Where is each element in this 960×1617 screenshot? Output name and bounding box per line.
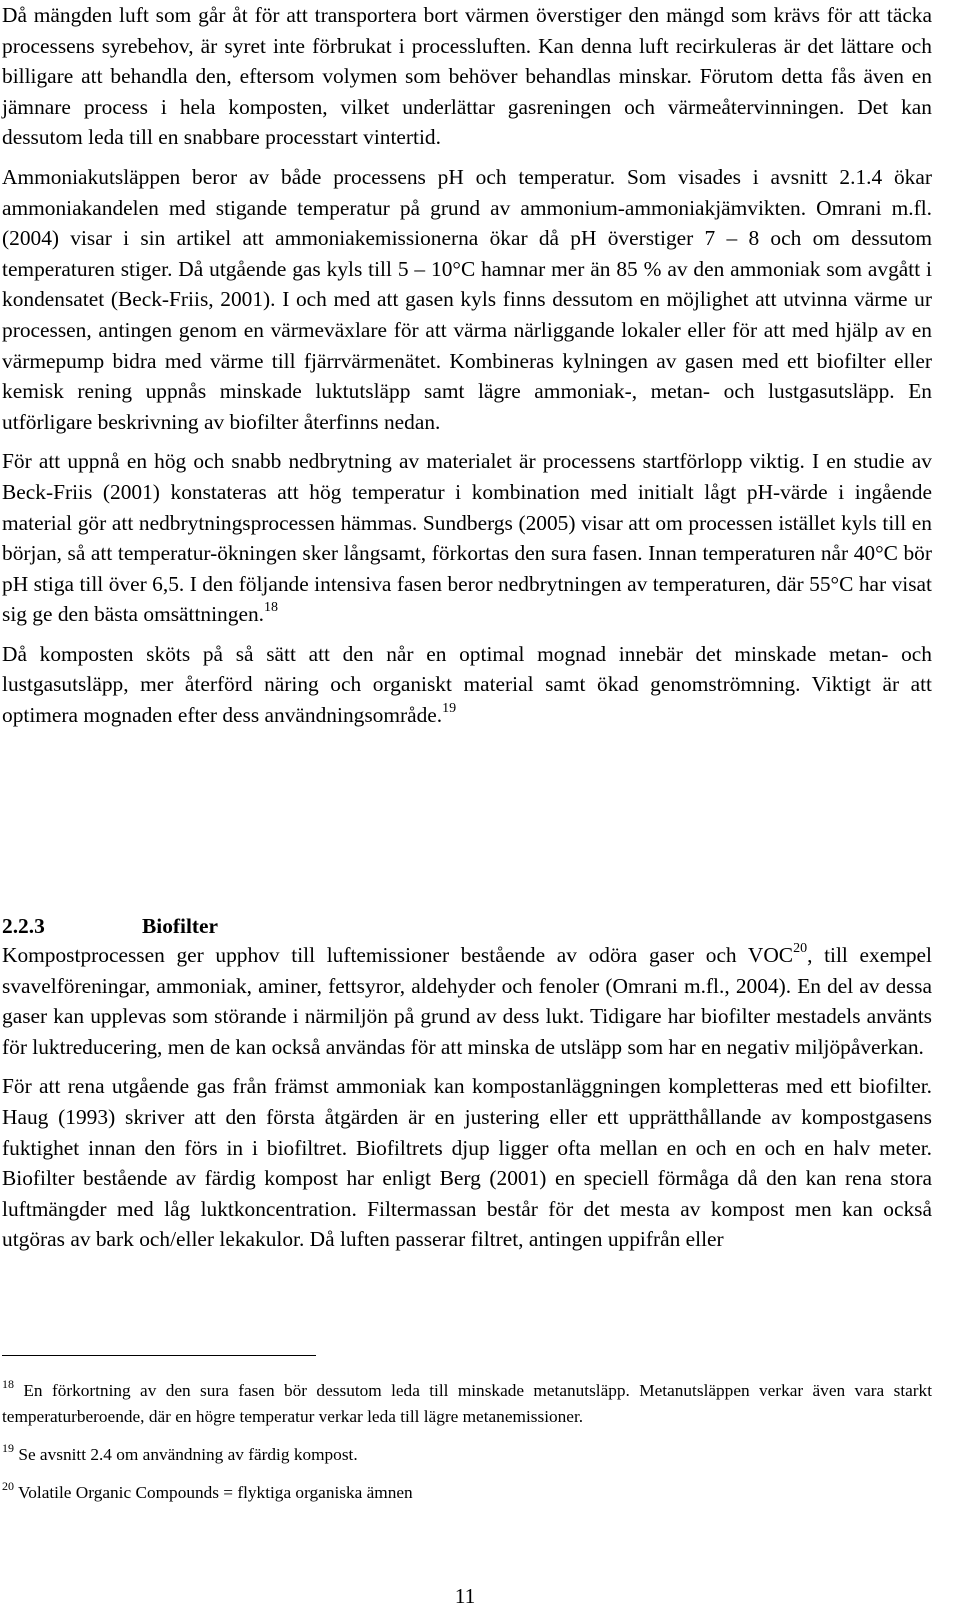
section-number: 2.2.3	[2, 914, 45, 938]
footnote-ref-18[interactable]: 18	[263, 600, 278, 616]
body-paragraph-2: Ammoniakutsläppen beror av både processens pH och temperatur. Som visades i avsnitt 2.1.4 ökar ammoniakandelen med stigande temperatur på grund av ammonium-ammoniakjämvikten. Omrani m.fl. (2004) visar i sin artikel att ammoniakemissionerna ökar då pH överstiger 7 – 8 och om dessutom temperaturen stiger. Då utgående gas kyls till 5 – 10°C hamnar mer än 85 % av den ammoniak som avgått i kondensatet (Beck-Friis, 2001). I och med att gasen kyls finns dessutom en möjlighet att utvinna värme ur processen, antingen genom en värmeväxlare för att värma närliggande lokaler eller för att med hjälp av en värmepump bidra med värme till fjärrvärmenätet. Kombineras kylningen av gasen med ett biofilter eller kemisk rening uppnås minskade luktutsläpp samt lägre ammoniak-, metan- och lustgasutsläpp. En utförligare beskrivning av biofilter återfinns nedan.	[2, 164, 932, 434]
footnote-number: 20	[2, 1479, 14, 1494]
footnotes	[2, 1378, 932, 1506]
footnote-19	[2, 1442, 932, 1468]
footnote-number: 18	[2, 1377, 14, 1392]
section-paragraph-2: För att rena utgående gas från främst ammoniak kan kompostanläggningen kompletteras med ett biofilter. Haug (1993) skriver att den första åtgärden är en justering eller ett upprätthållande av kompostgasens fuktighet innan den förs in i biofiltret. Biofiltrets djup ligger ofta mellan en och en och en halv meter. Biofilter bestående av färdig kompost har enligt Berg (2001) en speciell förmåga då den kan rena stora luftmängder med låg luktkoncentration. Filtermassan består för det mesta av kompost men kan också utgöras av bark och/eller lekakulor. Då luften passerar filtret, antingen uppifrån eller	[2, 1074, 932, 1252]
footnote-text: Se avsnitt 2.4 om användning av färdig kompost.	[18, 1445, 358, 1464]
footnote-ref-19[interactable]: 19	[442, 700, 457, 716]
body-paragraph-4-text: Då komposten sköts på så sätt att den når en optimal mognad innebär det minskade metan- och lustgasutsläpp, mer återförd näring och organiskt material samt ökad genomströmning. Viktigt är att optimera mognaden efter dess användningsområde.	[2, 641, 932, 728]
body-paragraph-3-text: För att uppnå en hög och snabb nedbrytning av materialet är processens startförlopp viktig. I en studie av Beck-Friis (2001) konstateras att hög temperatur i kombination med initialt lågt pH-värde i ingående material gör att nedbrytningsprocessen hämmas. Sundbergs (2005) visar att om processen istället kyls till en början, så att temperatur-ökningen sker långsamt, förkortas den sura fasen. Innan temperaturen når 40°C bör pH stiga till över 6,5. I den följande intensiva fasen beror nedbrytningen av temperaturen, där 55°C har visat sig ge den bästa omsättningen.	[2, 449, 932, 627]
section-title: Biofilter	[142, 914, 219, 938]
body-paragraph-1: Då mängden luft som går åt för att transportera bort värmen överstiger den mängd som krävs för att täcka processens syrebehov, är syret inte förbrukat i processluften. Kan denna luft recirkuleras är det lättare och billigare att behandla den, eftersom volymen som behöver behandlas minskar. Förutom detta fås även en jämnare process i hela komposten, vilket underlättar gasreningen och värmeåtervinningen. Det kan dessutom leda till en snabbare processtart vintertid.	[2, 3, 932, 150]
footnote-number: 19	[2, 1441, 14, 1456]
document-body	[2, 0, 932, 731]
footnote-divider	[2, 1355, 316, 1356]
footnote-20	[2, 1480, 932, 1506]
section-heading	[2, 911, 218, 941]
body-paragraph-3	[2, 446, 932, 630]
footnote-text: En förkortning av den sura fasen bör dessutom leda till minskade metanutsläpp. Metanutsläppen verkar även vara starkt temperaturberoende, där en högre temperatur verkar leda till lägre metanemissioner.	[2, 1381, 932, 1426]
section-body	[2, 940, 932, 1255]
section-paragraph-1-text-a: Kompostprocessen ger upphov till luftemissioner bestående av odöra gaser och VOC	[2, 943, 794, 967]
section-paragraph-1-text-b: , till exempel svavelföreningar, ammoniak, aminer, fettsyror, aldehyder och fenoler (Omrani m.fl., 2004). En del av dessa gaser kan upplevas som störande i närmiljön på grund av dess lukt. Tidigare har biofilter mestadels använts för luktreducering, men de kan också användas för att minska de utsläpp som har en negativ miljöpåverkan.	[2, 943, 932, 1059]
footnote-18	[2, 1378, 932, 1430]
footnote-text: Volatile Organic Compounds = flyktiga organiska ämnen	[18, 1483, 413, 1502]
page-number: 11	[454, 1584, 476, 1608]
section-paragraph-1	[2, 940, 932, 1062]
body-paragraph-4	[2, 639, 932, 731]
footnote-ref-20[interactable]: 20	[793, 940, 808, 956]
